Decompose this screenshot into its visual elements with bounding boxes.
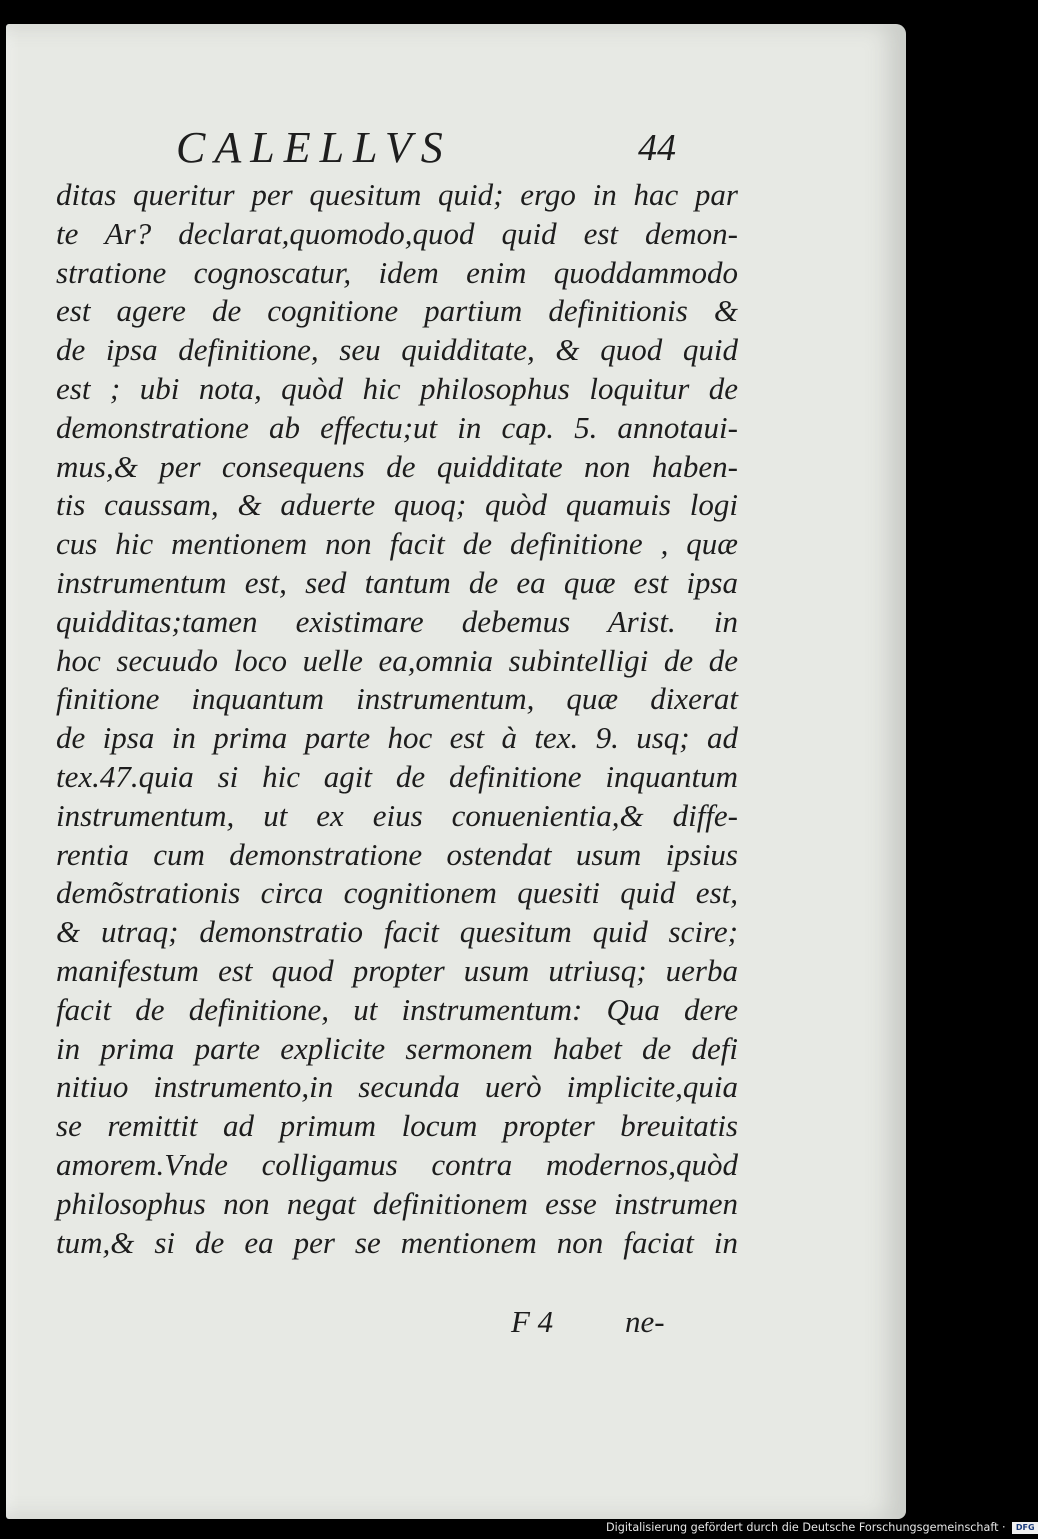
text-line: quidditas;tamen existimare debemus Arist. in [56,603,738,639]
text-line: te Ar? declarat,quomodo,quod quid est demon- [56,215,738,251]
text-line: & utraq; demonstratio facit quesitum quid scire; [56,914,738,950]
text-line: rentia cum demonstratione ostendat usum ipsius [56,836,738,872]
text-line: tex.47.quia si hic agit de definitione inquantum [56,758,738,794]
text-line: manifestum est quod propter usum utriusq; uerba [56,952,738,988]
text-line: est agere de cognitione partium definitionis & [56,293,738,329]
text-line: philosophus non negat definitionem esse instrumen [56,1185,738,1221]
text-line: de ipsa in prima parte hoc est à tex. 9. usq; ad [56,720,738,756]
signature-mark: F 4 [511,1304,554,1339]
text-line: tum,& si de ea per se mentionem non faciat in [56,1224,738,1260]
text-line: instrumentum, ut ex eius conuenientia,& diffe- [56,797,738,833]
text-line: est ; ubi nota, quòd hic philosophus loquitur de [56,370,738,406]
dfg-logo-icon: DFG [1012,1522,1038,1534]
text-line: de ipsa definitione, seu quidditate, & quod quid [56,332,738,368]
book-page [6,24,906,1519]
page-footer [511,1304,731,1344]
text-line: facit de definitione, ut instrumentum: Qua dere [56,991,738,1027]
text-line: nitiuo instrumento,in secunda uerò implicite,quia [56,1069,738,1105]
text-line: hoc secuudo loco uelle ea,omnia subintelligi de de [56,642,738,678]
text-line: se remittit ad primum locum propter breuitatis [56,1108,738,1144]
text-line: cus hic mentionem non facit de definitione , quæ [56,526,738,562]
text-line: ditas queritur per quesitum quid; ergo in hac par [56,177,738,212]
body-text [56,176,738,1262]
text-line: amorem.Vnde colligamus contra modernos,quòd [56,1146,738,1182]
text-line: in prima parte explicite sermonem habet de defi [56,1030,738,1066]
page-header [176,122,696,172]
text-line: tis caussam, & aduerte quoq; quòd quamuis logi [56,487,738,523]
running-title: CALELLVS [176,123,452,172]
text-line: demonstratione ab effectu;ut in cap. 5. annotaui- [56,409,738,445]
digitization-credit [606,1518,1035,1538]
text-line: finitione inquantum instrumentum, quæ dixerat [56,681,738,717]
credit-text: Digitalisierung gefördert durch die Deutsche Forschungsgemeinschaft · [606,1521,1006,1534]
text-line: instrumentum est, sed tantum de ea quæ est ipsa [56,564,738,600]
text-line: stratione cognoscatur, idem enim quoddammodo [56,254,738,290]
catchword: ne- [625,1304,665,1339]
text-line: mus,& per consequens de quidditate non haben- [56,448,738,484]
page-number: 44 [638,127,676,169]
text-line: demõstrationis circa cognitionem quesiti quid est, [56,875,738,911]
